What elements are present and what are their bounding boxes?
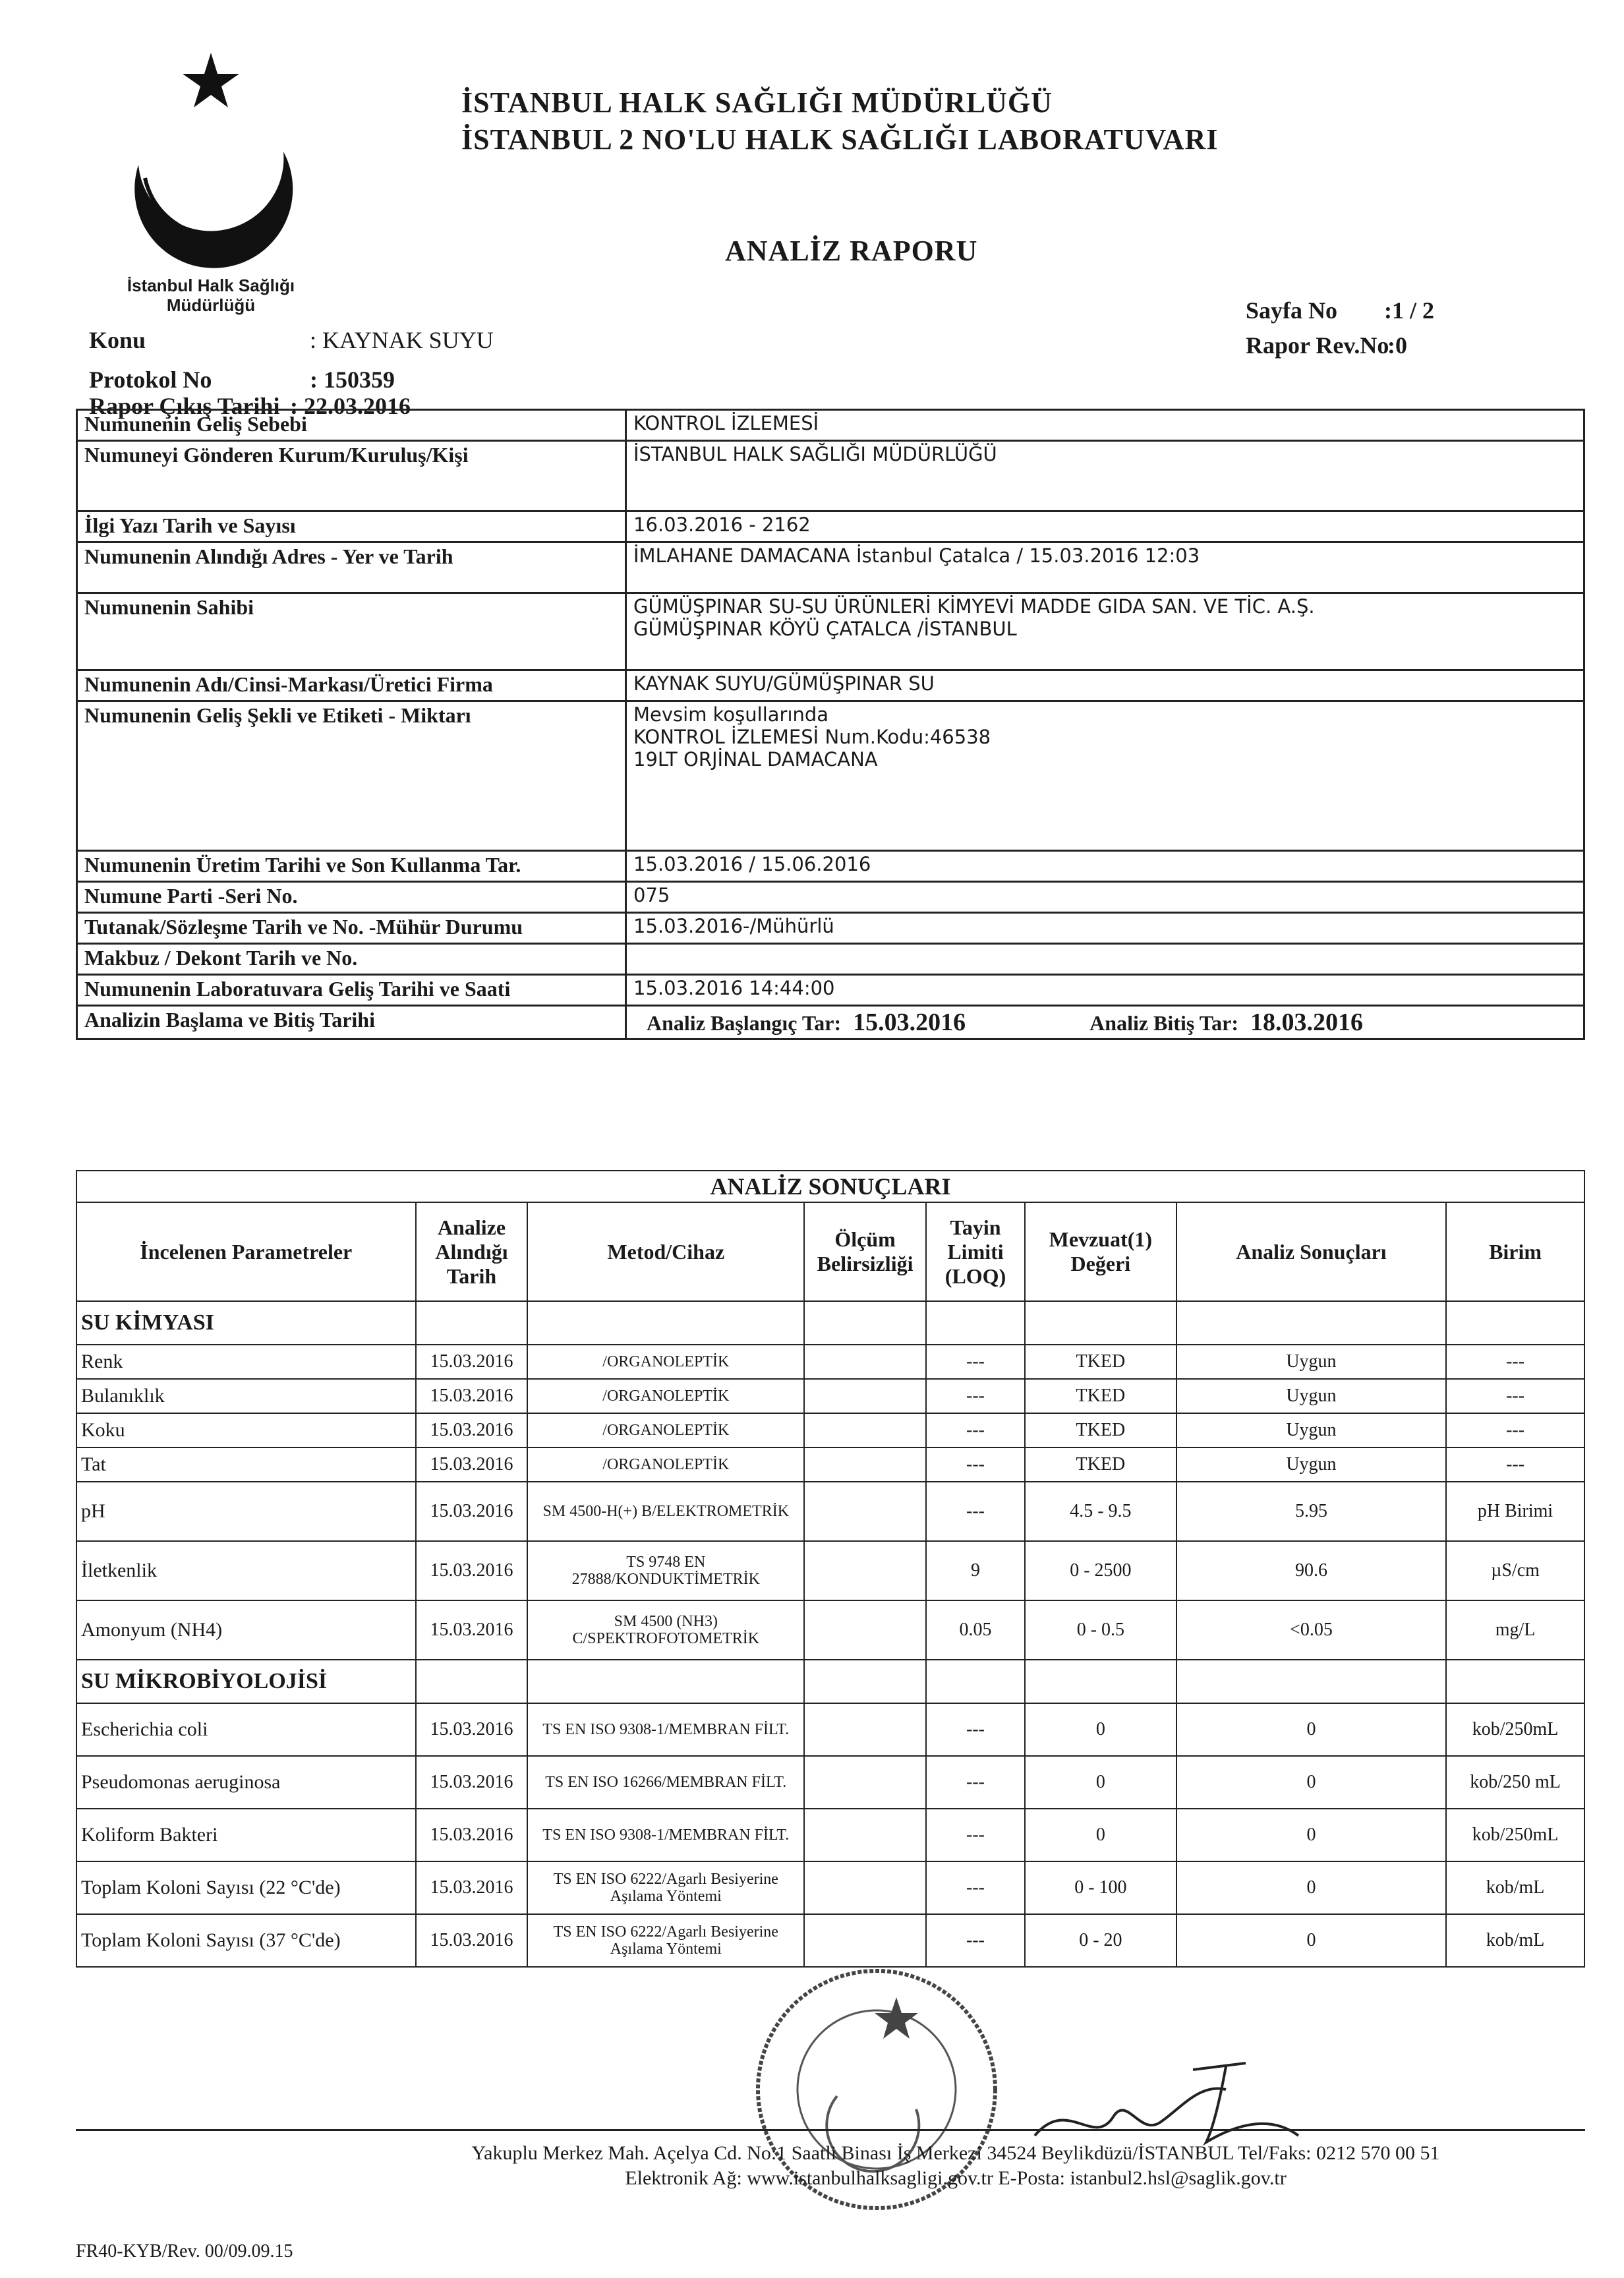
date-cell: 15.03.2016	[416, 1447, 528, 1482]
info-row	[77, 1006, 1584, 1039]
owner-line1: GÜMÜŞPINAR SU-SU ÜRÜNLERİ KİMYEVİ MADDE GIDA SAN. VE TİC. A.Ş.	[633, 595, 1315, 618]
info-row	[77, 913, 1584, 944]
unit-cell: pH Birimi	[1446, 1482, 1584, 1541]
end-value: 18.03.2016	[1250, 1008, 1363, 1036]
col-header: Metod/Cihaz	[527, 1202, 804, 1301]
result-row	[76, 1379, 1584, 1413]
footer-address: Yakuplu Merkez Mah. Açelya Cd. No:1 Saatli Binası İş Merkezi 34524 Beylikdüzü/İSTANBUL Tel/Faks: 0212 570 00 51	[471, 2142, 1440, 2164]
uncertainty-cell	[804, 1345, 926, 1379]
date-cell: 15.03.2016	[416, 1809, 528, 1861]
empty-cell	[527, 1660, 804, 1703]
result-cell: 5.95	[1176, 1482, 1446, 1541]
logo-text-line1: İstanbul Halk Sağlığı	[127, 276, 295, 295]
col-header: Mevzuat(1) Değeri	[1025, 1202, 1176, 1301]
result-row	[76, 1756, 1584, 1809]
method-cell: SM 4500 (NH3) C/SPEKTROFOTOMETRİK	[527, 1600, 804, 1660]
empty-cell	[1446, 1301, 1584, 1345]
uncertainty-cell	[804, 1379, 926, 1413]
result-row	[76, 1447, 1584, 1482]
results-table	[76, 1170, 1585, 1968]
unit-cell: ---	[1446, 1413, 1584, 1447]
limit-cell: 0 - 20	[1025, 1914, 1176, 1967]
result-cell: 0	[1176, 1914, 1446, 1967]
result-cell: Uygun	[1176, 1447, 1446, 1482]
footer-divider	[76, 2129, 1585, 2131]
col-header: İncelenen Parametreler	[76, 1202, 416, 1301]
limit-cell: 0 - 2500	[1025, 1541, 1176, 1600]
result-cell: Uygun	[1176, 1379, 1446, 1413]
parameter-cell: İletkenlik	[76, 1541, 416, 1600]
results-caption: ANALİZ SONUÇLARI	[76, 1171, 1584, 1202]
parameter-cell: Toplam Koloni Sayısı (22 °C'de)	[76, 1861, 416, 1914]
info-row	[77, 670, 1584, 701]
parameter-cell: Pseudomonas aeruginosa	[76, 1756, 416, 1809]
unit-cell: kob/mL	[1446, 1861, 1584, 1914]
protokol-value: : 150359	[310, 366, 395, 393]
parameter-cell: Escherichia coli	[76, 1703, 416, 1756]
info-label: Numunenin Adı/Cinsi-Markası/Üretici Firma	[77, 670, 626, 701]
date-cell: 15.03.2016	[416, 1703, 528, 1756]
col-header: Analiz Sonuçları	[1176, 1202, 1446, 1301]
start-value: 15.03.2016	[853, 1008, 966, 1036]
unit-cell: kob/250mL	[1446, 1703, 1584, 1756]
loq-cell: 0.05	[926, 1600, 1025, 1660]
date-cell: 15.03.2016	[416, 1413, 528, 1447]
info-value: 16.03.2016 - 2162	[626, 511, 1584, 542]
loq-cell: ---	[926, 1447, 1025, 1482]
sayfa-label: Sayfa No	[1246, 297, 1338, 324]
unit-cell: kob/250mL	[1446, 1809, 1584, 1861]
parameter-cell: Tat	[76, 1447, 416, 1482]
uncertainty-cell	[804, 1541, 926, 1600]
empty-cell	[416, 1301, 528, 1345]
logo-caption	[99, 276, 323, 315]
col-header: Analize Alındığı Tarih	[416, 1202, 528, 1301]
empty-cell	[1446, 1660, 1584, 1703]
limit-cell: 0 - 0.5	[1025, 1600, 1176, 1660]
result-cell: 90.6	[1176, 1541, 1446, 1600]
empty-cell	[416, 1660, 528, 1703]
unit-cell: mg/L	[1446, 1600, 1584, 1660]
parameter-cell: Koliform Bakteri	[76, 1809, 416, 1861]
unit-cell: kob/mL	[1446, 1914, 1584, 1967]
result-row	[76, 1703, 1584, 1756]
sayfa-value: :1 / 2	[1384, 297, 1434, 324]
empty-cell	[926, 1301, 1025, 1345]
info-label: Numunenin Üretim Tarihi ve Son Kullanma Tar.	[77, 851, 626, 882]
info-label: Numunenin Geliş Sebebi	[77, 410, 626, 441]
method-cell: TS EN ISO 9308-1/MEMBRAN FİLT.	[527, 1809, 804, 1861]
method-cell: SM 4500-H(+) B/ELEKTROMETRİK	[527, 1482, 804, 1541]
parameter-cell: Renk	[76, 1345, 416, 1379]
result-row	[76, 1482, 1584, 1541]
col-header: Birim	[1446, 1202, 1584, 1301]
info-label: Tutanak/Sözleşme Tarih ve No. -Mühür Durumu	[77, 913, 626, 944]
info-row	[77, 441, 1584, 511]
info-row	[77, 975, 1584, 1006]
konu-label: Konu	[89, 327, 146, 353]
org-name: İSTANBUL HALK SAĞLIĞI MÜDÜRLÜĞÜ	[461, 86, 1053, 119]
loq-cell: ---	[926, 1482, 1025, 1541]
info-row	[77, 410, 1584, 441]
empty-cell	[1176, 1660, 1446, 1703]
parameter-cell: Bulanıklık	[76, 1379, 416, 1413]
date-cell: 15.03.2016	[416, 1914, 528, 1967]
start-label: Analiz Başlangıç Tar:	[647, 1011, 842, 1035]
info-label: İlgi Yazı Tarih ve Sayısı	[77, 511, 626, 542]
protokol-label: Protokol No	[89, 366, 212, 393]
uncertainty-cell	[804, 1809, 926, 1861]
info-label: Makbuz / Dekont Tarih ve No.	[77, 944, 626, 975]
limit-cell: TKED	[1025, 1379, 1176, 1413]
footer-contact: Elektronik Ağ: www.istanbulhalksagligi.gov.tr E-Posta: istanbul2.hsl@saglik.gov.tr	[625, 2167, 1287, 2189]
info-value	[626, 1006, 1584, 1039]
section-title-microbiology: SU MİKROBİYOLOJİSİ	[76, 1660, 416, 1703]
info-label: Numunenin Laboratuvara Geliş Tarihi ve Saati	[77, 975, 626, 1006]
limit-cell: TKED	[1025, 1447, 1176, 1482]
section-row	[76, 1660, 1584, 1703]
results-header-row	[76, 1202, 1584, 1301]
arrival-line2: KONTROL İZLEMESİ Num.Kodu:46538	[633, 726, 991, 748]
info-label: Analizin Başlama ve Bitiş Tarihi	[77, 1006, 626, 1039]
limit-cell: 0	[1025, 1809, 1176, 1861]
result-cell: 0	[1176, 1861, 1446, 1914]
unit-cell: ---	[1446, 1379, 1584, 1413]
lab-name: İSTANBUL 2 NO'LU HALK SAĞLIĞI LABORATUVARI	[461, 123, 1219, 156]
info-value	[626, 593, 1584, 670]
empty-cell	[804, 1301, 926, 1345]
info-row	[77, 542, 1584, 593]
info-value: İMLAHANE DAMACANA İstanbul Çatalca / 15.03.2016 12:03	[626, 542, 1584, 593]
info-value: 075	[626, 882, 1584, 913]
uncertainty-cell	[804, 1413, 926, 1447]
info-row	[77, 944, 1584, 975]
info-value	[626, 944, 1584, 975]
arrival-line1: Mevsim koşullarında	[633, 703, 829, 726]
rapor-tarih-label: Rapor Çıkış Tarihi	[89, 393, 280, 419]
info-label: Numuneyi Gönderen Kurum/Kuruluş/Kişi	[77, 441, 626, 511]
date-cell: 15.03.2016	[416, 1861, 528, 1914]
loq-cell: ---	[926, 1413, 1025, 1447]
info-row	[77, 511, 1584, 542]
uncertainty-cell	[804, 1861, 926, 1914]
method-cell: /ORGANOLEPTİK	[527, 1447, 804, 1482]
info-value: 15.03.2016 14:44:00	[626, 975, 1584, 1006]
loq-cell: ---	[926, 1756, 1025, 1809]
loq-cell: 9	[926, 1541, 1025, 1600]
section-title-chemistry: SU KİMYASI	[76, 1301, 416, 1345]
method-cell: TS EN ISO 6222/Agarlı Besiyerine Aşılama Yöntemi	[527, 1861, 804, 1914]
microbiology-rows	[76, 1703, 1584, 1967]
sample-info-table	[76, 409, 1585, 1040]
result-cell: 0	[1176, 1703, 1446, 1756]
date-cell: 15.03.2016	[416, 1600, 528, 1660]
arrival-line3: 19LT ORJİNAL DAMACANA	[633, 748, 878, 771]
parameter-cell: Toplam Koloni Sayısı (37 °C'de)	[76, 1914, 416, 1967]
loq-cell: ---	[926, 1703, 1025, 1756]
konu-value: : KAYNAK SUYU	[310, 327, 494, 353]
result-row	[76, 1345, 1584, 1379]
date-cell: 15.03.2016	[416, 1482, 528, 1541]
limit-cell: 0 - 100	[1025, 1861, 1176, 1914]
info-row	[77, 701, 1584, 851]
method-cell: /ORGANOLEPTİK	[527, 1379, 804, 1413]
unit-cell: kob/250 mL	[1446, 1756, 1584, 1809]
rev-value: :0	[1387, 332, 1407, 359]
empty-cell	[926, 1660, 1025, 1703]
info-row	[77, 851, 1584, 882]
limit-cell: TKED	[1025, 1345, 1176, 1379]
uncertainty-cell	[804, 1482, 926, 1541]
owner-line2: GÜMÜŞPINAR KÖYÜ ÇATALCA /İSTANBUL	[633, 618, 1017, 640]
info-label: Numune Parti -Seri No.	[77, 882, 626, 913]
result-cell: Uygun	[1176, 1345, 1446, 1379]
method-cell: TS EN ISO 6222/Agarlı Besiyerine Aşılama Yöntemi	[527, 1914, 804, 1967]
parameter-cell: Koku	[76, 1413, 416, 1447]
unit-cell: ---	[1446, 1345, 1584, 1379]
result-cell: Uygun	[1176, 1413, 1446, 1447]
method-cell: /ORGANOLEPTİK	[527, 1413, 804, 1447]
limit-cell: 0	[1025, 1703, 1176, 1756]
info-label: Numunenin Alındığı Adres - Yer ve Tarih	[77, 542, 626, 593]
loq-cell: ---	[926, 1914, 1025, 1967]
info-row	[77, 593, 1584, 670]
info-row	[77, 882, 1584, 913]
info-label: Numunenin Sahibi	[77, 593, 626, 670]
chemistry-rows	[76, 1345, 1584, 1660]
end-label: Analiz Bitiş Tar:	[1089, 1011, 1238, 1035]
info-value: KONTROL İZLEMESİ	[626, 410, 1584, 441]
form-number: FR40-KYB/Rev. 00/09.09.15	[76, 2241, 293, 2262]
date-cell: 15.03.2016	[416, 1541, 528, 1600]
info-value: 15.03.2016 / 15.06.2016	[626, 851, 1584, 882]
col-header: Tayin Limiti (LOQ)	[926, 1202, 1025, 1301]
rev-label: Rapor Rev.No	[1246, 332, 1389, 359]
loq-cell: ---	[926, 1379, 1025, 1413]
loq-cell: ---	[926, 1861, 1025, 1914]
ministry-logo	[99, 33, 323, 310]
result-cell: <0.05	[1176, 1600, 1446, 1660]
report-title: ANALİZ RAPORU	[725, 235, 978, 267]
loq-cell: ---	[926, 1809, 1025, 1861]
result-row	[76, 1600, 1584, 1660]
uncertainty-cell	[804, 1447, 926, 1482]
footer	[369, 2141, 1542, 2191]
result-cell: 0	[1176, 1756, 1446, 1809]
method-cell: TS 9748 EN 27888/KONDUKTİMETRİK	[527, 1541, 804, 1600]
logo-text-line2: Müdürlüğü	[166, 295, 256, 315]
unit-cell: µS/cm	[1446, 1541, 1584, 1600]
loq-cell: ---	[926, 1345, 1025, 1379]
empty-cell	[1176, 1301, 1446, 1345]
uncertainty-cell	[804, 1756, 926, 1809]
limit-cell: TKED	[1025, 1413, 1176, 1447]
section-row	[76, 1301, 1584, 1345]
method-cell: TS EN ISO 16266/MEMBRAN FİLT.	[527, 1756, 804, 1809]
result-cell: 0	[1176, 1809, 1446, 1861]
info-value: KAYNAK SUYU/GÜMÜŞPINAR SU	[626, 670, 1584, 701]
info-label: Numunenin Geliş Şekli ve Etiketi - Miktarı	[77, 701, 626, 851]
uncertainty-cell	[804, 1703, 926, 1756]
empty-cell	[804, 1660, 926, 1703]
date-cell: 15.03.2016	[416, 1756, 528, 1809]
method-cell: /ORGANOLEPTİK	[527, 1345, 804, 1379]
info-value	[626, 701, 1584, 851]
date-cell: 15.03.2016	[416, 1379, 528, 1413]
col-header: Ölçüm Belirsizliği	[804, 1202, 926, 1301]
result-row	[76, 1861, 1584, 1914]
result-row	[76, 1809, 1584, 1861]
info-value: İSTANBUL HALK SAĞLIĞI MÜDÜRLÜĞÜ	[626, 441, 1584, 511]
empty-cell	[1025, 1301, 1176, 1345]
result-row	[76, 1541, 1584, 1600]
result-row	[76, 1413, 1584, 1447]
rapor-tarih-value: : 22.03.2016	[290, 393, 411, 419]
info-value: 15.03.2016-/Mühürlü	[626, 913, 1584, 944]
unit-cell: ---	[1446, 1447, 1584, 1482]
limit-cell: 0	[1025, 1756, 1176, 1809]
parameter-cell: pH	[76, 1482, 416, 1541]
date-cell: 15.03.2016	[416, 1345, 528, 1379]
empty-cell	[1025, 1660, 1176, 1703]
limit-cell: 4.5 - 9.5	[1025, 1482, 1176, 1541]
uncertainty-cell	[804, 1600, 926, 1660]
empty-cell	[527, 1301, 804, 1345]
parameter-cell: Amonyum (NH4)	[76, 1600, 416, 1660]
method-cell: TS EN ISO 9308-1/MEMBRAN FİLT.	[527, 1703, 804, 1756]
